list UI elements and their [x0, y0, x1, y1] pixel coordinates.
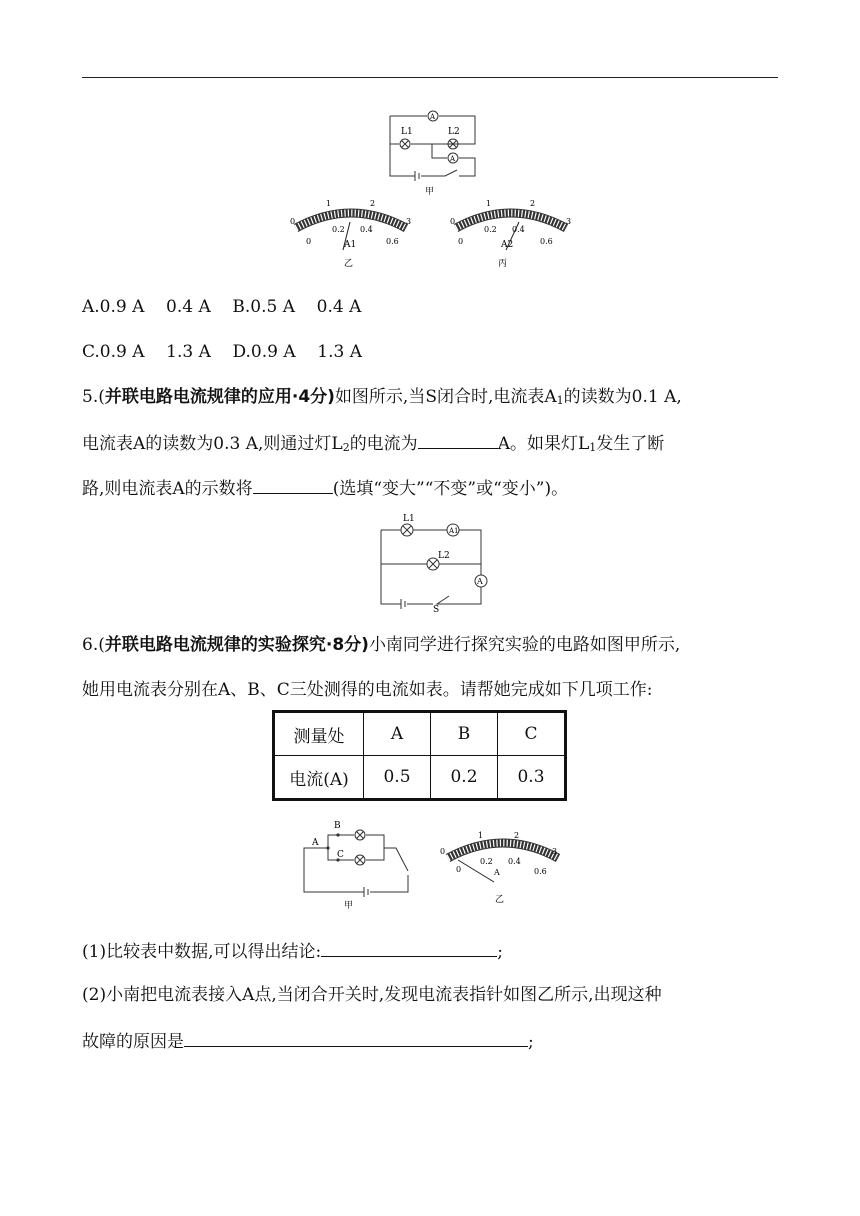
q6-data-table	[272, 710, 567, 801]
svg-text:0: 0	[440, 847, 446, 856]
q6-line1: 6.(并联电路电流规律的实验探究·8分)小南同学进行探究实验的电路如图甲所示,	[82, 635, 681, 655]
q6-point-a: A	[312, 838, 319, 848]
caption-yi: 乙	[344, 259, 354, 269]
q6-caption-yi: 乙	[495, 895, 505, 905]
q6-blank1[interactable]	[321, 938, 497, 957]
svg-text:3: 3	[566, 217, 572, 226]
q6-sub1: (1)比较表中数据,可以得出结论: ;	[82, 938, 503, 964]
q5-line3: 路,则电流表A的示数将 (选填“变大”“不变”或“变小”)。	[82, 475, 568, 501]
svg-text:2: 2	[530, 200, 536, 208]
ammeter-yi	[286, 200, 416, 270]
svg-text:0.2: 0.2	[480, 857, 493, 866]
svg-text:1: 1	[478, 831, 484, 840]
svg-text:0: 0	[458, 237, 464, 246]
svg-text:0.6: 0.6	[534, 867, 547, 876]
svg-text:0.6: 0.6	[386, 237, 399, 246]
q5-blank1[interactable]	[418, 430, 498, 449]
meter-a1-label: A1	[344, 240, 357, 250]
svg-text:A: A	[430, 113, 436, 121]
q5-ammeter-a-label: A	[477, 577, 483, 586]
q6-blank2[interactable]	[184, 1028, 528, 1047]
q5-line1: 5.(并联电路电流规律的应用·4分)如图所示,当S闭合时,电流表$A_1$的读数为0.1 A,	[82, 387, 682, 407]
q6-meter-label: A	[494, 868, 500, 877]
q6-line2: 她用电流表分别在A、B、C三处测得的电流如表。请帮她完成如下几项工作:	[82, 680, 653, 700]
svg-text:2: 2	[514, 831, 520, 840]
q6-sub2-line2: 故障的原因是 ;	[82, 1028, 534, 1054]
svg-text:0.2: 0.2	[484, 225, 497, 234]
q6-point-b: B	[334, 821, 341, 831]
svg-text:0: 0	[290, 217, 296, 226]
q6-ammeter-yi	[438, 830, 568, 905]
q4-options-row2: C.0.9 A 1.3 A D.0.9 A 1.3 A	[82, 342, 362, 362]
q6-caption-jia: 甲	[344, 901, 354, 910]
svg-text:0.4: 0.4	[512, 225, 525, 234]
caption-jia: 甲	[425, 187, 435, 197]
q5-line2: 电流表A的读数为0.3 A,则通过灯$L_2$的电流为 A。如果灯$L_1$发生了断	[82, 430, 664, 460]
q4-options-row1: A.0.9 A 0.4 A B.0.5 A 0.4 A	[82, 297, 362, 317]
q5-tag: 并联电路电流规律的应用·4分	[104, 387, 328, 407]
q5-lamp2-label: L2	[438, 551, 450, 561]
svg-text:0.6: 0.6	[540, 237, 553, 246]
q6-circuit-jia	[300, 815, 415, 910]
svg-text:0: 0	[450, 217, 456, 226]
svg-text:0: 0	[456, 865, 462, 874]
header-rule	[82, 77, 778, 78]
meter-a2-label: A2	[501, 240, 514, 250]
q6-point-c: C	[337, 850, 344, 860]
lamp2-label: L2	[448, 127, 460, 137]
svg-text:1: 1	[326, 200, 332, 208]
svg-text:A: A	[450, 155, 456, 163]
q5-lamp1-label: L1	[403, 514, 415, 524]
table-row: 电流(A) 0.5 0.2 0.3	[274, 756, 566, 800]
svg-text:3: 3	[552, 847, 558, 856]
circuit-diagram-jia	[385, 108, 480, 198]
svg-text:0.4: 0.4	[360, 225, 373, 234]
svg-text:1: 1	[486, 200, 492, 208]
q5-blank2[interactable]	[253, 475, 333, 494]
svg-text:0: 0	[306, 237, 312, 246]
q6-sub2-line1: (2)小南把电流表接入A点,当闭合开关时,发现电流表指针如图乙所示,出现这种	[82, 985, 662, 1005]
q6-tag: 并联电路电流规律的实验探究·8分	[104, 635, 362, 655]
table-row: 测量处 A B C	[274, 712, 566, 756]
caption-bing: 丙	[498, 259, 508, 269]
svg-text:0.4: 0.4	[508, 857, 521, 866]
svg-text:0.2: 0.2	[332, 225, 345, 234]
q5-ammeter-a1-label: A1	[449, 527, 459, 535]
q5-switch-label: S	[433, 605, 440, 612]
q5-circuit-diagram	[375, 512, 490, 612]
svg-text:2: 2	[370, 200, 376, 208]
ammeter-bing	[446, 200, 576, 270]
lamp1-label: L1	[401, 127, 413, 137]
svg-text:3: 3	[406, 217, 412, 226]
